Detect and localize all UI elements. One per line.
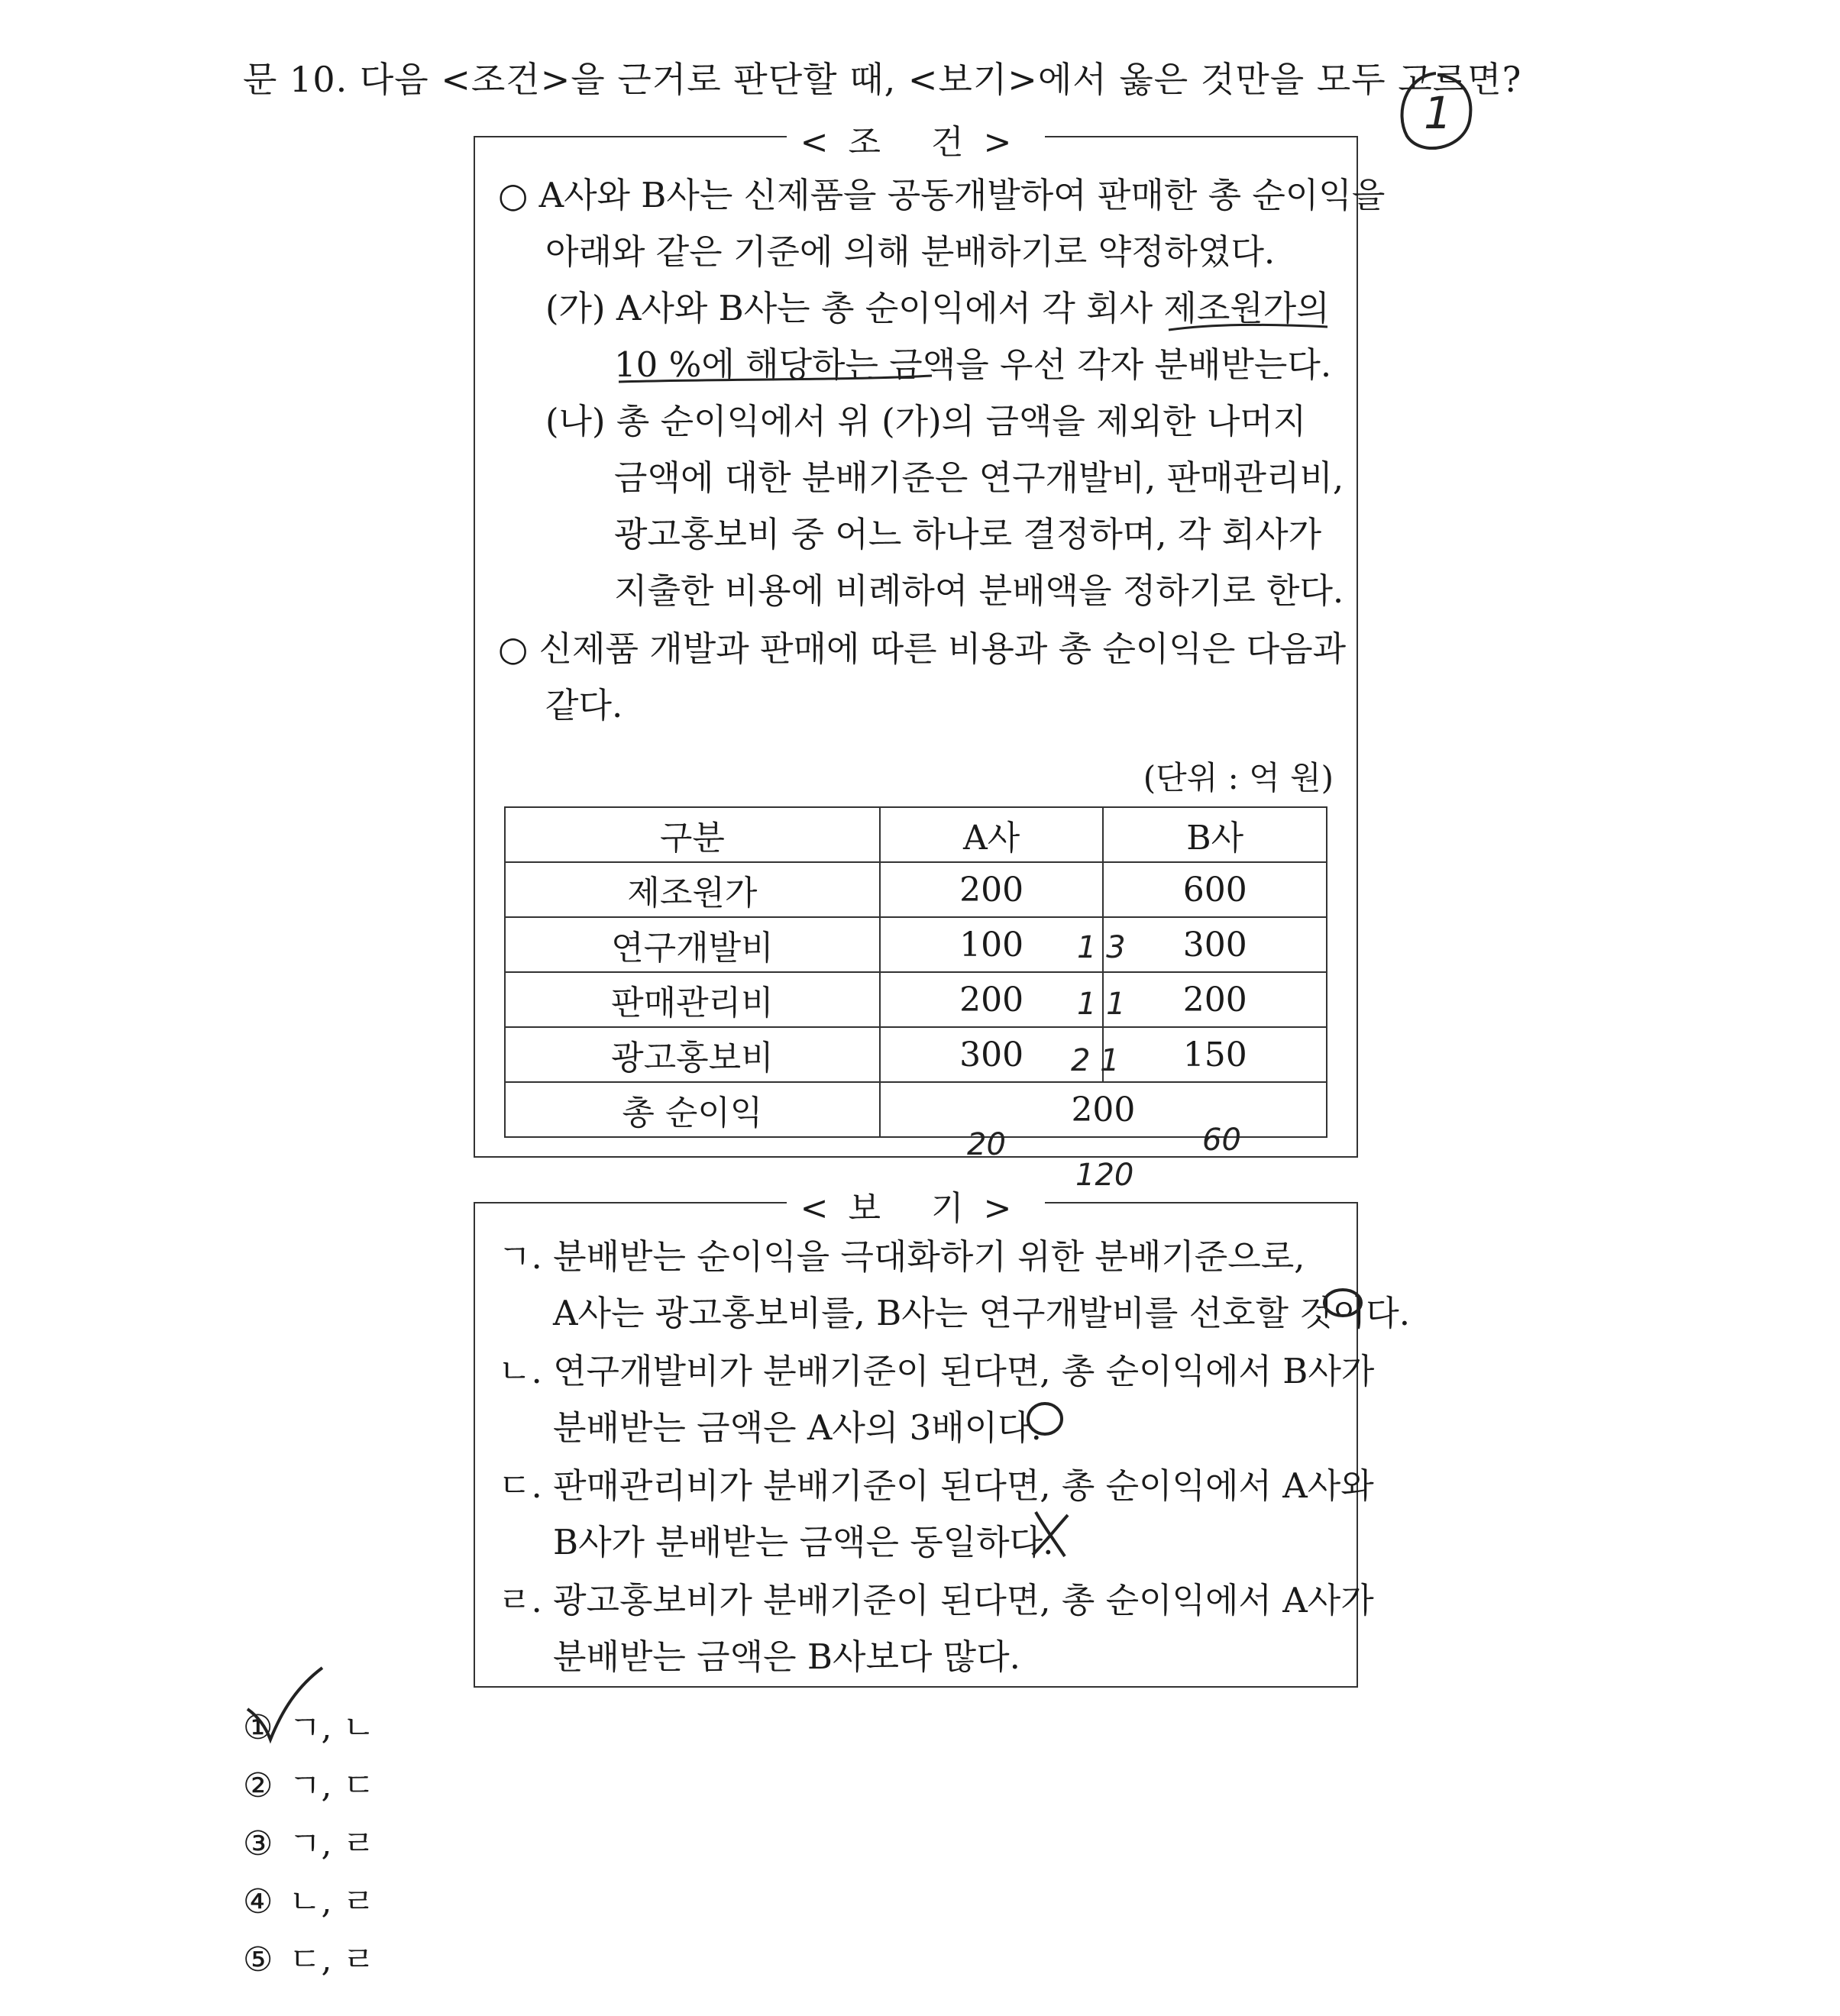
choice-text: ㄷ, ㄹ xyxy=(289,1940,375,1979)
option-line: 분배받는 금액은 B사보다 많다. xyxy=(553,1636,1020,1677)
condition-line: 금액에 대한 분배기준은 연구개발비, 판매관리비, xyxy=(614,457,1344,498)
ratio-note-rd: 1 3 xyxy=(1077,930,1126,965)
condition-line: 광고홍보비 중 어느 하나로 결정하며, 각 회사가 xyxy=(614,514,1322,554)
question-text: 문 10. 다음 <조건>을 근거로 판단할 때, <보기>에서 옳은 것만을 모두 고르면? xyxy=(243,59,1522,100)
choice-text: ㄴ, ㄹ xyxy=(289,1882,375,1921)
ratio-note-ad: 2 1 xyxy=(1071,1043,1120,1078)
table-row xyxy=(505,917,1327,972)
condition-line: 지출한 비용에 비례하여 분배액을 정하기로 한다. xyxy=(614,570,1344,611)
option-line: ㄹ. 광고홍보비가 분배기준이 된다면, 총 순이익에서 A사가 xyxy=(498,1580,1374,1620)
table-cell: 연구개발비 xyxy=(505,917,880,972)
table-header-cell: 구분 xyxy=(505,807,880,862)
table-cell: 200 xyxy=(1103,972,1327,1027)
calc-note-a: 20 xyxy=(967,1127,1006,1162)
condition-line: 10 %에 해당하는 금액을 우선 각자 분배받는다. xyxy=(614,344,1332,385)
table-cell: 150 xyxy=(1103,1027,1327,1082)
choice-number: ① xyxy=(243,1708,273,1747)
choice-5[interactable] xyxy=(243,1932,375,1981)
condition-line: 같다. xyxy=(545,685,623,725)
choice-3[interactable] xyxy=(243,1816,375,1865)
table-cell: 200 xyxy=(880,862,1104,917)
choice-number: ⑤ xyxy=(243,1940,273,1979)
option-line: ㄷ. 판매관리비가 분배기준이 된다면, 총 순이익에서 A사와 xyxy=(498,1465,1374,1506)
choice-number: ③ xyxy=(243,1824,273,1863)
table-row xyxy=(505,1027,1327,1082)
choice-number: ④ xyxy=(243,1882,273,1921)
option-line: ㄴ. 연구개발비가 분배기준이 된다면, 총 순이익에서 B사가 xyxy=(498,1351,1375,1391)
unit-label: (단위 : 억 원) xyxy=(1143,759,1334,796)
table-cell: 300 xyxy=(1103,917,1327,972)
option-line: ㄱ. 분배받는 순이익을 극대화하기 위한 분배기준으로, xyxy=(498,1236,1305,1277)
wrong-mark-icon xyxy=(1028,1507,1074,1561)
table-cell: 100 xyxy=(880,917,1104,972)
choice-text: ㄱ, ㄴ xyxy=(289,1708,375,1747)
table-total-value: 200 xyxy=(880,1082,1327,1137)
option-line: 분배받는 금액은 A사의 3배이다. xyxy=(553,1407,1042,1448)
table-header-cell: A사 xyxy=(880,807,1104,862)
check-mark-icon xyxy=(243,1663,327,1747)
options-box xyxy=(474,1189,1411,1688)
table-cell: 판매관리비 xyxy=(505,972,880,1027)
conditions-title: <조 건> xyxy=(787,123,1046,162)
answer-handwriting: 1 xyxy=(1424,87,1452,139)
condition-line: ○ A사와 B사는 신제품을 공동개발하여 판매한 총 순이익을 xyxy=(498,175,1386,215)
choice-text: ㄱ, ㄹ xyxy=(289,1824,375,1863)
calc-note-mid: 120 xyxy=(1075,1158,1134,1193)
correct-mark-icon xyxy=(1320,1284,1366,1321)
choice-4[interactable] xyxy=(243,1874,375,1923)
table-cell: 광고홍보비 xyxy=(505,1027,880,1082)
option-line: A사는 광고홍보비를, B사는 연구개발비를 선호할 것이다. xyxy=(553,1293,1411,1333)
table-header-row xyxy=(505,807,1327,862)
condition-line: ○ 신제품 개발과 판매에 따른 비용과 총 순이익은 다음과 xyxy=(498,628,1347,669)
table-total-label: 총 순이익 xyxy=(505,1082,880,1137)
table-cell: 제조원가 xyxy=(505,862,880,917)
options-title: <보 기> xyxy=(787,1189,1046,1228)
table-cell: 300 xyxy=(880,1027,1104,1082)
table-row xyxy=(505,972,1327,1027)
condition-line: (가) A사와 B사는 총 순이익에서 각 회사 제조원가의 xyxy=(545,288,1330,328)
condition-line: 아래와 같은 기준에 의해 분배하기로 약정하였다. xyxy=(545,231,1276,272)
table-cell: 600 xyxy=(1103,862,1327,917)
correct-mark-icon xyxy=(1022,1399,1068,1439)
underline-mark xyxy=(619,321,1337,397)
table-header-cell: B사 xyxy=(1103,807,1327,862)
calc-note-b: 60 xyxy=(1202,1123,1241,1158)
choice-number: ② xyxy=(243,1766,273,1805)
choice-2[interactable] xyxy=(243,1758,375,1807)
choice-text: ㄱ, ㄷ xyxy=(289,1766,375,1805)
option-line: B사가 분배받는 금액은 동일하다. xyxy=(553,1522,1054,1562)
table-row xyxy=(505,862,1327,917)
conditions-box xyxy=(474,123,1386,1158)
table-cell: 200 xyxy=(880,972,1104,1027)
ratio-note-sales: 1 1 xyxy=(1077,987,1126,1022)
condition-line: (나) 총 순이익에서 위 (가)의 금액을 제외한 나머지 xyxy=(545,401,1307,441)
cost-table xyxy=(504,806,1327,1138)
